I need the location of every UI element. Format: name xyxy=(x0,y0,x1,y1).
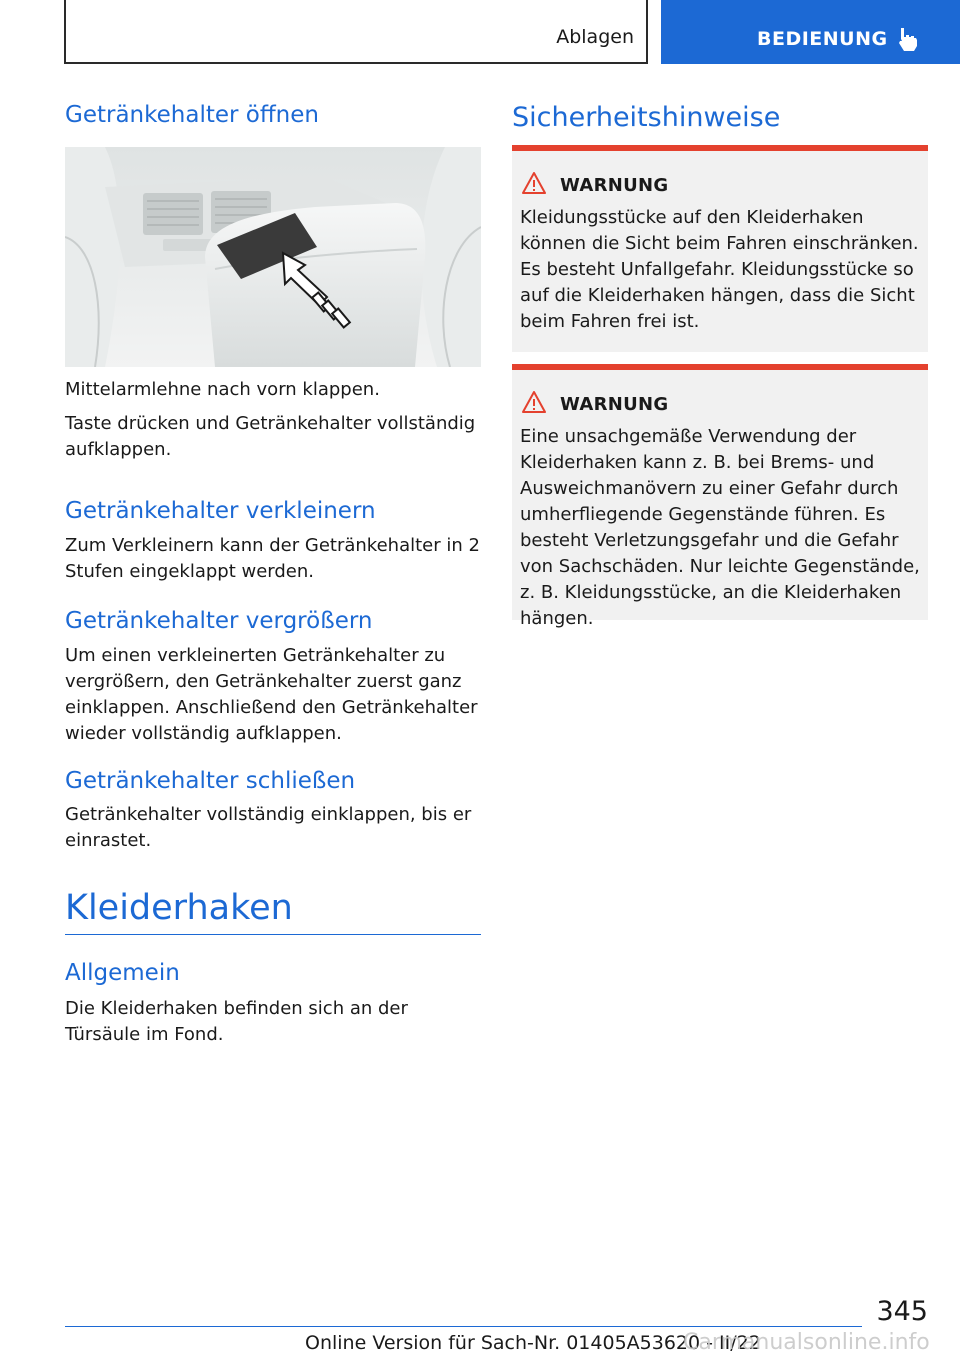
section-title-safety: Sicherheitshinweise xyxy=(512,102,781,133)
paragraph-shrink: Zum Verkleinern kann der Getränkehalter in 2 Stufen eingeklappt werden. xyxy=(65,535,480,582)
header-tab-bedienung[interactable] xyxy=(661,0,960,64)
footer-version-text: Online Version für Sach-Nr. 01405A53620 - II/22 xyxy=(305,1332,761,1354)
paragraph-general: Die Kleiderhaken befinden sich an der Türsäule im Fond. xyxy=(65,998,408,1045)
paragraph-close: Getränkehalter vollständig einklappen, bis er einrastet. xyxy=(65,804,472,851)
warning-triangle-icon xyxy=(522,390,546,414)
hand-pointer-icon xyxy=(895,26,921,52)
section-title-shrink: Getränkehalter verkleinern xyxy=(65,498,376,524)
warning-2-text: Eine unsachgemäße Verwendung der Kleiderhaken kann z. B. bei Brems- und Ausweichmanövern zu einer Gefahr durch umherfliegende Gegenstände führen. Es besteht Verletzungsgefahr und die Gefahr von Sachschäden. Nur leichte Gegenstände, z. B. Kleidungsstücke, an die Kleiderhaken hängen. xyxy=(520,426,920,629)
chapter-divider xyxy=(65,934,481,935)
page-number: 345 xyxy=(876,1296,928,1327)
header-tab-bedienung-label: BEDIENUNG xyxy=(757,28,888,50)
warning-box-1 xyxy=(512,145,928,352)
section-title-enlarge: Getränkehalter vergrößern xyxy=(65,608,373,634)
warning-1-text: Kleidungsstücke auf den Kleiderhaken können die Sicht beim Fahren einschränken. Es besteht Unfallgefahr. Kleidungsstücke so auf die Kleiderhaken hängen, dass die Sicht beim Fahren frei ist. xyxy=(520,207,919,332)
section-title-close: Getränkehalter schließen xyxy=(65,768,356,794)
warning-1-label: WARNUNG xyxy=(560,175,669,196)
warning-2-label: WARNUNG xyxy=(560,394,669,415)
warning-triangle-icon xyxy=(522,171,546,195)
header-tab-ablagen-label: Ablagen xyxy=(556,26,634,48)
center-armrest-illustration xyxy=(65,147,481,367)
paragraph-open-step1: Mittelarmlehne nach vorn klappen. xyxy=(65,379,380,400)
watermark: Carmanualsonline.info xyxy=(683,1330,930,1355)
footer-divider xyxy=(65,1326,862,1327)
header-tab-ablagen[interactable] xyxy=(64,0,648,64)
paragraph-open-step2: Taste drücken und Getränkehalter vollständig aufklappen. xyxy=(65,413,476,460)
section-title-general: Allgemein xyxy=(65,960,180,986)
section-title-open: Getränkehalter öffnen xyxy=(65,102,319,128)
chapter-title-kleiderhaken: Kleiderhaken xyxy=(65,888,293,928)
center-armrest-image xyxy=(65,147,481,367)
paragraph-enlarge: Um einen verkleinerten Getränkehalter zu vergrößern, den Getränkehalter zuerst ganz einklappen. Anschließend den Getränkehalter wieder vollständig aufklappen. xyxy=(65,645,478,744)
warning-box-2 xyxy=(512,364,928,629)
